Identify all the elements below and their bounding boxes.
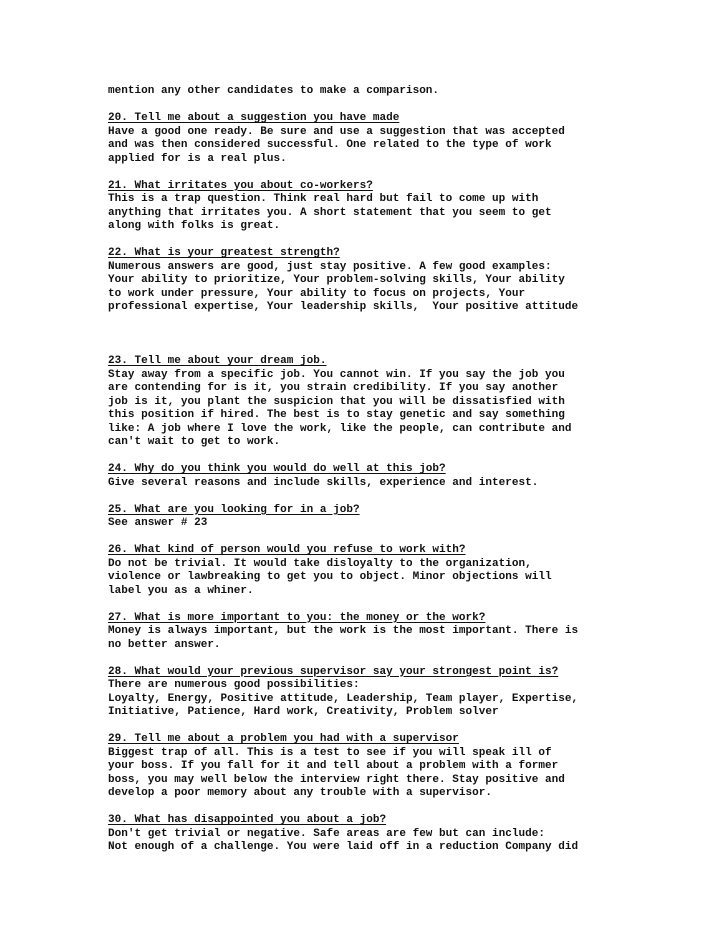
section-gap bbox=[108, 801, 708, 815]
body-line: develop a poor memory about any trouble with a supervisor. bbox=[108, 787, 493, 799]
body-line: and was then considered successful. One related to the type of work bbox=[108, 139, 552, 151]
section-heading: 20. Tell me about a suggestion you have made bbox=[108, 112, 400, 124]
document-page bbox=[108, 85, 708, 855]
body-line: Stay away from a specific job. You cannot win. If you say the job you bbox=[108, 368, 565, 381]
section-23 bbox=[108, 355, 708, 450]
section-gap bbox=[108, 99, 708, 113]
body-line: label you as a whiner. bbox=[108, 584, 254, 597]
section-heading: 29. Tell me about a problem you had with a supervisor bbox=[108, 733, 459, 745]
section-heading: 26. What kind of person would you refuse to work with? bbox=[108, 544, 466, 556]
section-heading: 23. Tell me about your dream job. bbox=[108, 355, 327, 367]
section-20 bbox=[108, 112, 708, 166]
section-gap bbox=[108, 598, 708, 612]
section-gap-large bbox=[108, 315, 708, 356]
body-line: There are numerous good possibilities: bbox=[108, 679, 360, 691]
body-line: Initiative, Patience, Hard work, Creativity, Problem solver bbox=[108, 706, 499, 718]
section-heading: 30. What has disappointed you about a job? bbox=[108, 814, 387, 826]
section-30 bbox=[108, 814, 708, 855]
section-gap bbox=[108, 166, 708, 180]
body-line: Your ability to prioritize, Your problem-solving skills, Your ability bbox=[108, 274, 565, 286]
section-26 bbox=[108, 544, 708, 598]
section-heading: 25. What are you looking for in a job? bbox=[108, 503, 360, 516]
section-gap bbox=[108, 531, 708, 545]
body-line: are contending for is it, you strain credibility. If you say another bbox=[108, 382, 559, 394]
section-heading: 27. What is more important to you: the money or the work? bbox=[108, 611, 486, 624]
body-line: no better answer. bbox=[108, 638, 221, 651]
body-line: Do not be trivial. It would take disloyalty to the organization, bbox=[108, 557, 532, 570]
section-24 bbox=[108, 463, 708, 490]
section-gap bbox=[108, 234, 708, 248]
body-line: your boss. If you fall for it and tell about a problem with a former bbox=[108, 760, 559, 772]
body-line: professional expertise, Your leadership skills, Your positive attitude bbox=[108, 301, 579, 313]
body-line: Don't get trivial or negative. Safe areas are few but can include: bbox=[108, 827, 545, 840]
body-line: can't wait to get to work. bbox=[108, 436, 281, 448]
section-28 bbox=[108, 666, 708, 720]
section-22 bbox=[108, 247, 708, 315]
section-heading: 21. What irritates you about co-workers? bbox=[108, 179, 373, 192]
section-29 bbox=[108, 733, 708, 801]
section-gap bbox=[108, 490, 708, 504]
section-heading: 28. What would your previous supervisor say your strongest point is? bbox=[108, 665, 559, 678]
section-heading: 24. Why do you think you would do well at this job? bbox=[108, 463, 446, 475]
body-line: violence or lawbreaking to get you to object. Minor objections will bbox=[108, 571, 552, 583]
body-line: Numerous answers are good, just stay positive. A few good examples: bbox=[108, 260, 552, 273]
intro-line: mention any other candidates to make a comparison. bbox=[108, 85, 440, 97]
section-25 bbox=[108, 504, 708, 531]
section-21 bbox=[108, 180, 708, 234]
section-gap bbox=[108, 652, 708, 666]
section-heading: 22. What is your greatest strength? bbox=[108, 247, 340, 259]
section-gap bbox=[108, 720, 708, 734]
body-line: this position if hired. The best is to stay genetic and say something bbox=[108, 409, 565, 421]
body-line: Biggest trap of all. This is a test to see if you will speak ill of bbox=[108, 746, 552, 759]
body-line: applied for is a real plus. bbox=[108, 152, 287, 165]
body-line: boss, you may well below the interview right there. Stay positive and bbox=[108, 773, 565, 786]
section-27 bbox=[108, 612, 708, 653]
body-line: Not enough of a challenge. You were laid off in a reduction Company did bbox=[108, 841, 579, 853]
body-line: This is a trap question. Think real hard but fail to come up with bbox=[108, 193, 539, 205]
body-line: job is it, you plant the suspicion that you will be dissatisfied with bbox=[108, 395, 565, 408]
body-line: Loyalty, Energy, Positive attitude, Leadership, Team player, Expertise, bbox=[108, 692, 579, 705]
body-line: Give several reasons and include skills, experience and interest. bbox=[108, 476, 539, 489]
body-line: to work under pressure, Your ability to focus on projects, Your bbox=[108, 287, 526, 300]
body-line: like: A job where I love the work, like the people, can contribute and bbox=[108, 422, 572, 435]
body-line: anything that irritates you. A short statement that you seem to get bbox=[108, 206, 552, 219]
body-line: Money is always important, but the work is the most important. There is bbox=[108, 625, 579, 637]
body-line: See answer # 23 bbox=[108, 517, 208, 529]
body-line: along with folks is great. bbox=[108, 220, 281, 232]
section-gap bbox=[108, 450, 708, 464]
body-line: Have a good one ready. Be sure and use a suggestion that was accepted bbox=[108, 125, 565, 138]
